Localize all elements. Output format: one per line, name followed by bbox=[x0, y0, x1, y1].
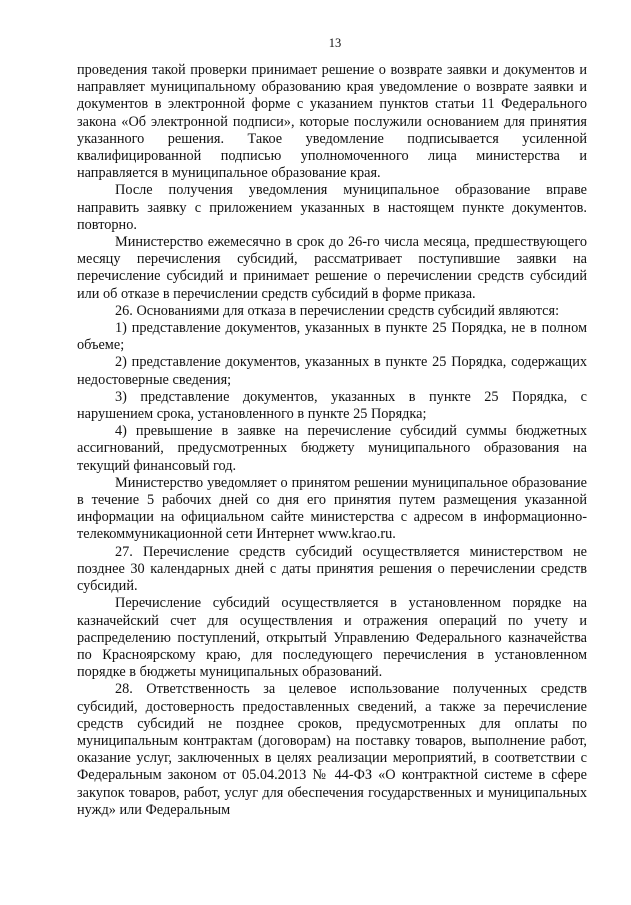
paragraph: 2) представление документов, указанных в пункте 25 Порядка, содержащих недостоверные сведения; bbox=[77, 354, 587, 388]
paragraph: проведения такой проверки принимает решение о возврате заявки и документов и направляет муниципальному образованию края уведомление о возврате заявки и документов в электронной форме с указанием пунктов статьи 11 Федерального закона «Об электронной подписи», которые послужили основанием для принятия указанного решения. Такое уведомление подписывается усиленной квалифицированной подписью уполномоченного лица министерства и направляется в муниципальное образование края. bbox=[77, 62, 587, 182]
paragraph: Министерство ежемесячно в срок до 26-го числа месяца, предшествующего месяцу перечисления субсидий, рассматривает поступившие заявки на перечисление субсидий и принимает решение о перечислении средств субсидий или об отказе в перечислении средств субсидий в форме приказа. bbox=[77, 234, 587, 302]
paragraph: 4) превышение в заявке на перечисление субсидий суммы бюджетных ассигнований, предусмотренных бюджету муниципального образования на текущий финансовый год. bbox=[77, 423, 587, 474]
paragraph: 28. Ответственность за целевое использование полученных средств субсидий, достоверность предоставленных сведений, а также за перечисление средств субсидий не позднее сроков, предусмотренных для оплаты по муниципальным контрактам (договорам) на поставку товаров, выполнение работ, оказание услуг, заключенных в целях реализации мероприятий, в соответствии с Федеральным законом от 05.04.2013 № 44-ФЗ «О контрактной системе в сфере закупок товаров, работ, услуг для обеспечения государственных и муниципальных нужд» или Федеральным bbox=[77, 681, 587, 818]
document-body bbox=[77, 62, 587, 819]
paragraph: 27. Перечисление средств субсидий осуществляется министерством не позднее 30 календарных дней с даты принятия решения о перечислении средств субсидий. bbox=[77, 543, 587, 595]
paragraph: 1) представление документов, указанных в пункте 25 Порядка, не в полном объеме; bbox=[77, 320, 587, 354]
page-number: 13 bbox=[328, 36, 342, 50]
paragraph: 3) представление документов, указанных в пункте 25 Порядка, с нарушением срока, установленного в пункте 25 Порядка; bbox=[77, 388, 587, 423]
paragraph: 26. Основаниями для отказа в перечислении средств субсидий являются: bbox=[115, 302, 560, 319]
paragraph: Министерство уведомляет о принятом решении муниципальное образование в течение 5 рабочих дней со дня его принятия путем размещения указанной информации на официальном сайте министерства с адресом в информационно-телекоммуникационной сети Интернет www.krao.ru. bbox=[77, 474, 587, 543]
paragraph: После получения уведомления муниципальное образование вправе направить заявку с приложением указанных в настоящем пункте документов. повторно. bbox=[77, 182, 587, 233]
paragraph: Перечисление субсидий осуществляется в установленном порядке на казначейский счет для осуществления и отражения операций по учету и распределению поступлений, открытый Управлению Федерального казначейства по Красноярскому краю, для последующего перечисления в установленном порядке в бюджеты муниципальных образований. bbox=[77, 595, 587, 681]
